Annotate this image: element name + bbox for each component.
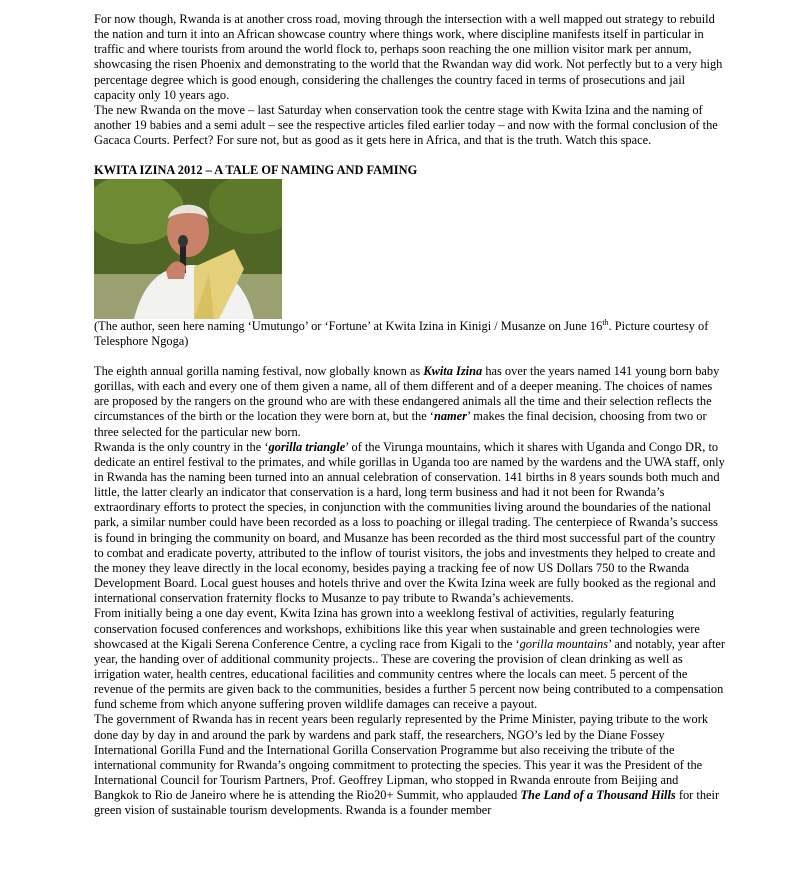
photo-caption bbox=[94, 319, 726, 349]
article-paragraph-1 bbox=[94, 364, 726, 440]
p1-text-a: The eighth annual gorilla naming festival, now globally known as bbox=[94, 363, 424, 378]
document-page bbox=[94, 12, 726, 819]
p3-text-b: ’ and notably, year after year, the handing over of additional community projects.. These are covering the provision of clean drinking as well as irrigation water, health centres, educational facilities and community centres where the locals can meet. 5 percent of the revenue of the permits are given back to the communities, besides a further 5 percent now being contributed to a compensation fund scheme from which anyone suffering proven wildlife damages can receive a payout. bbox=[94, 636, 726, 712]
p1-text-b: has over the years named 141 young born baby gorillas, with each and every one of them given a name, all of them different and of a deeper meaning. The choices of names are proposed by the rangers on the ground who are with these endangered animals all the time and their selection reflects the circumstances of the birth or the location they were born at, but the ‘ bbox=[94, 363, 720, 424]
p4-text-b: for their green vision of sustainable tourism developments. Rwanda is a founder member bbox=[94, 788, 720, 818]
caption-superscript: th bbox=[602, 317, 609, 327]
p2-emphasis: gorilla triangle bbox=[268, 439, 346, 454]
author-photo-illustration bbox=[94, 179, 282, 319]
author-photo bbox=[94, 179, 282, 319]
intro-paragraph-2: The new Rwanda on the move – last Saturday when conservation took the centre stage with Kwita Izina and the naming of another 19 babies and a semi adult – see the respective articles filed earlier today – and now with the formal conclusion of the Gacaca Courts. Perfect? For sure not, but as good as it gets here in Africa, and that is the truth. Watch this space. bbox=[94, 102, 718, 148]
p3-emphasis: gorilla mountains bbox=[519, 636, 609, 651]
p1-emphasis-2: namer bbox=[433, 409, 467, 424]
p4-text-a: The government of Rwanda has in recent years been regularly represented by the Prime Minister, paying tribute to the work done day by day in and around the park by wardens and park staff, the researchers, NGO’s led by the Diane Fossey International Gorilla Fund and the International Gorilla Conservation Programme but also receiving the tribute of the international community for Rwanda’s ongoing commitment to protecting the species. This year it was the President of the International Council for Tourism Partners, Prof. Geoffrey Lipman, who stopped in Rwanda enroute from Beijing and Bangkok to Rio de Janeiro where he is attending the Rio20+ Summit, who applauded bbox=[94, 712, 709, 803]
caption-text-a: (The author, seen here naming ‘Umutungo’ or ‘Fortune’ at Kwita Izina in Kinigi / Musanze on June 16 bbox=[94, 318, 603, 333]
p2-text-b: ’ of the Virunga mountains, which it shares with Uganda and Congo DR, to dedicate an entirel festival to the primates, and while gorillas in Uganda too are named by the wardens and the UWA staff, only in Rwanda has the naming been turned into an annual celebration of conservation. 141 births in 8 years sounds both much and little, the latter clearly an indicator that conservation is a hard, long term business and had it not been for Rwanda’s extraordinary efforts to protect the species, in conjunction with the communities living around the boundaries of the national park, a similar number could have been recorded as a loss to poaching or illegal trading. The centerpiece of Rwanda’s success is found in bringing the community on board, and Musanze has been recorded as the third most successful part of the country to combat and eradicate poverty, attributed to the inflow of tourist visitors, the jobs and investments they helped to create and the money they leave directly in the local economy, besides paying a tracking fee of now US Dollars 750 to the Rwanda Development Board. Local guest houses and hotels thrive and over the Kwita Izina week are fully booked as the regional and international conservation fraternity flocks to Musanze to pay tribute to Rwanda’s achievements. bbox=[94, 439, 725, 606]
p4-emphasis: The Land of a Thousand Hills bbox=[520, 788, 676, 803]
article-heading: KWITA IZINA 2012 – A TALE OF NAMING AND FAMING bbox=[94, 163, 418, 178]
article-paragraph-3 bbox=[94, 606, 726, 712]
caption-text-b: . Picture courtesy of Telesphore Ngoga) bbox=[94, 318, 709, 348]
article-paragraph-2 bbox=[94, 440, 726, 607]
intro-paragraph-1: For now though, Rwanda is at another cross road, moving through the intersection with a well mapped out strategy to rebuild the nation and turn it into an African showcase country where things work, where discipline manifests itself in particular in traffic and where tourists from around the world flock to, perhaps soon reaching the one million visitor mark per annum, showcasing the risen Phoenix and demonstrating to the world that the Rwandan way did work. Not perfectly but to a very high percentage degree which is good enough, considering the challenges the country faced in terms of prosecutions and jail capacity only 10 years ago. bbox=[94, 12, 723, 102]
p1-text-c: ’ makes the final decision, choosing from two or three selected for the particular new born. bbox=[94, 409, 707, 439]
article-paragraph-4 bbox=[94, 712, 726, 818]
p2-text-a: Rwanda is the only country in the ‘ bbox=[94, 439, 269, 454]
p1-emphasis: Kwita Izina bbox=[423, 363, 483, 378]
p3-text-a: From initially being a one day event, Kwita Izina has grown into a weeklong festival of activities, regularly featuring conservation focused conferences and workshops, exhibitions like this year when sustainable and green technologies were showcased at the Kigali Serena Conference Centre, a cycling race from Kigali to the ‘ bbox=[94, 606, 700, 651]
